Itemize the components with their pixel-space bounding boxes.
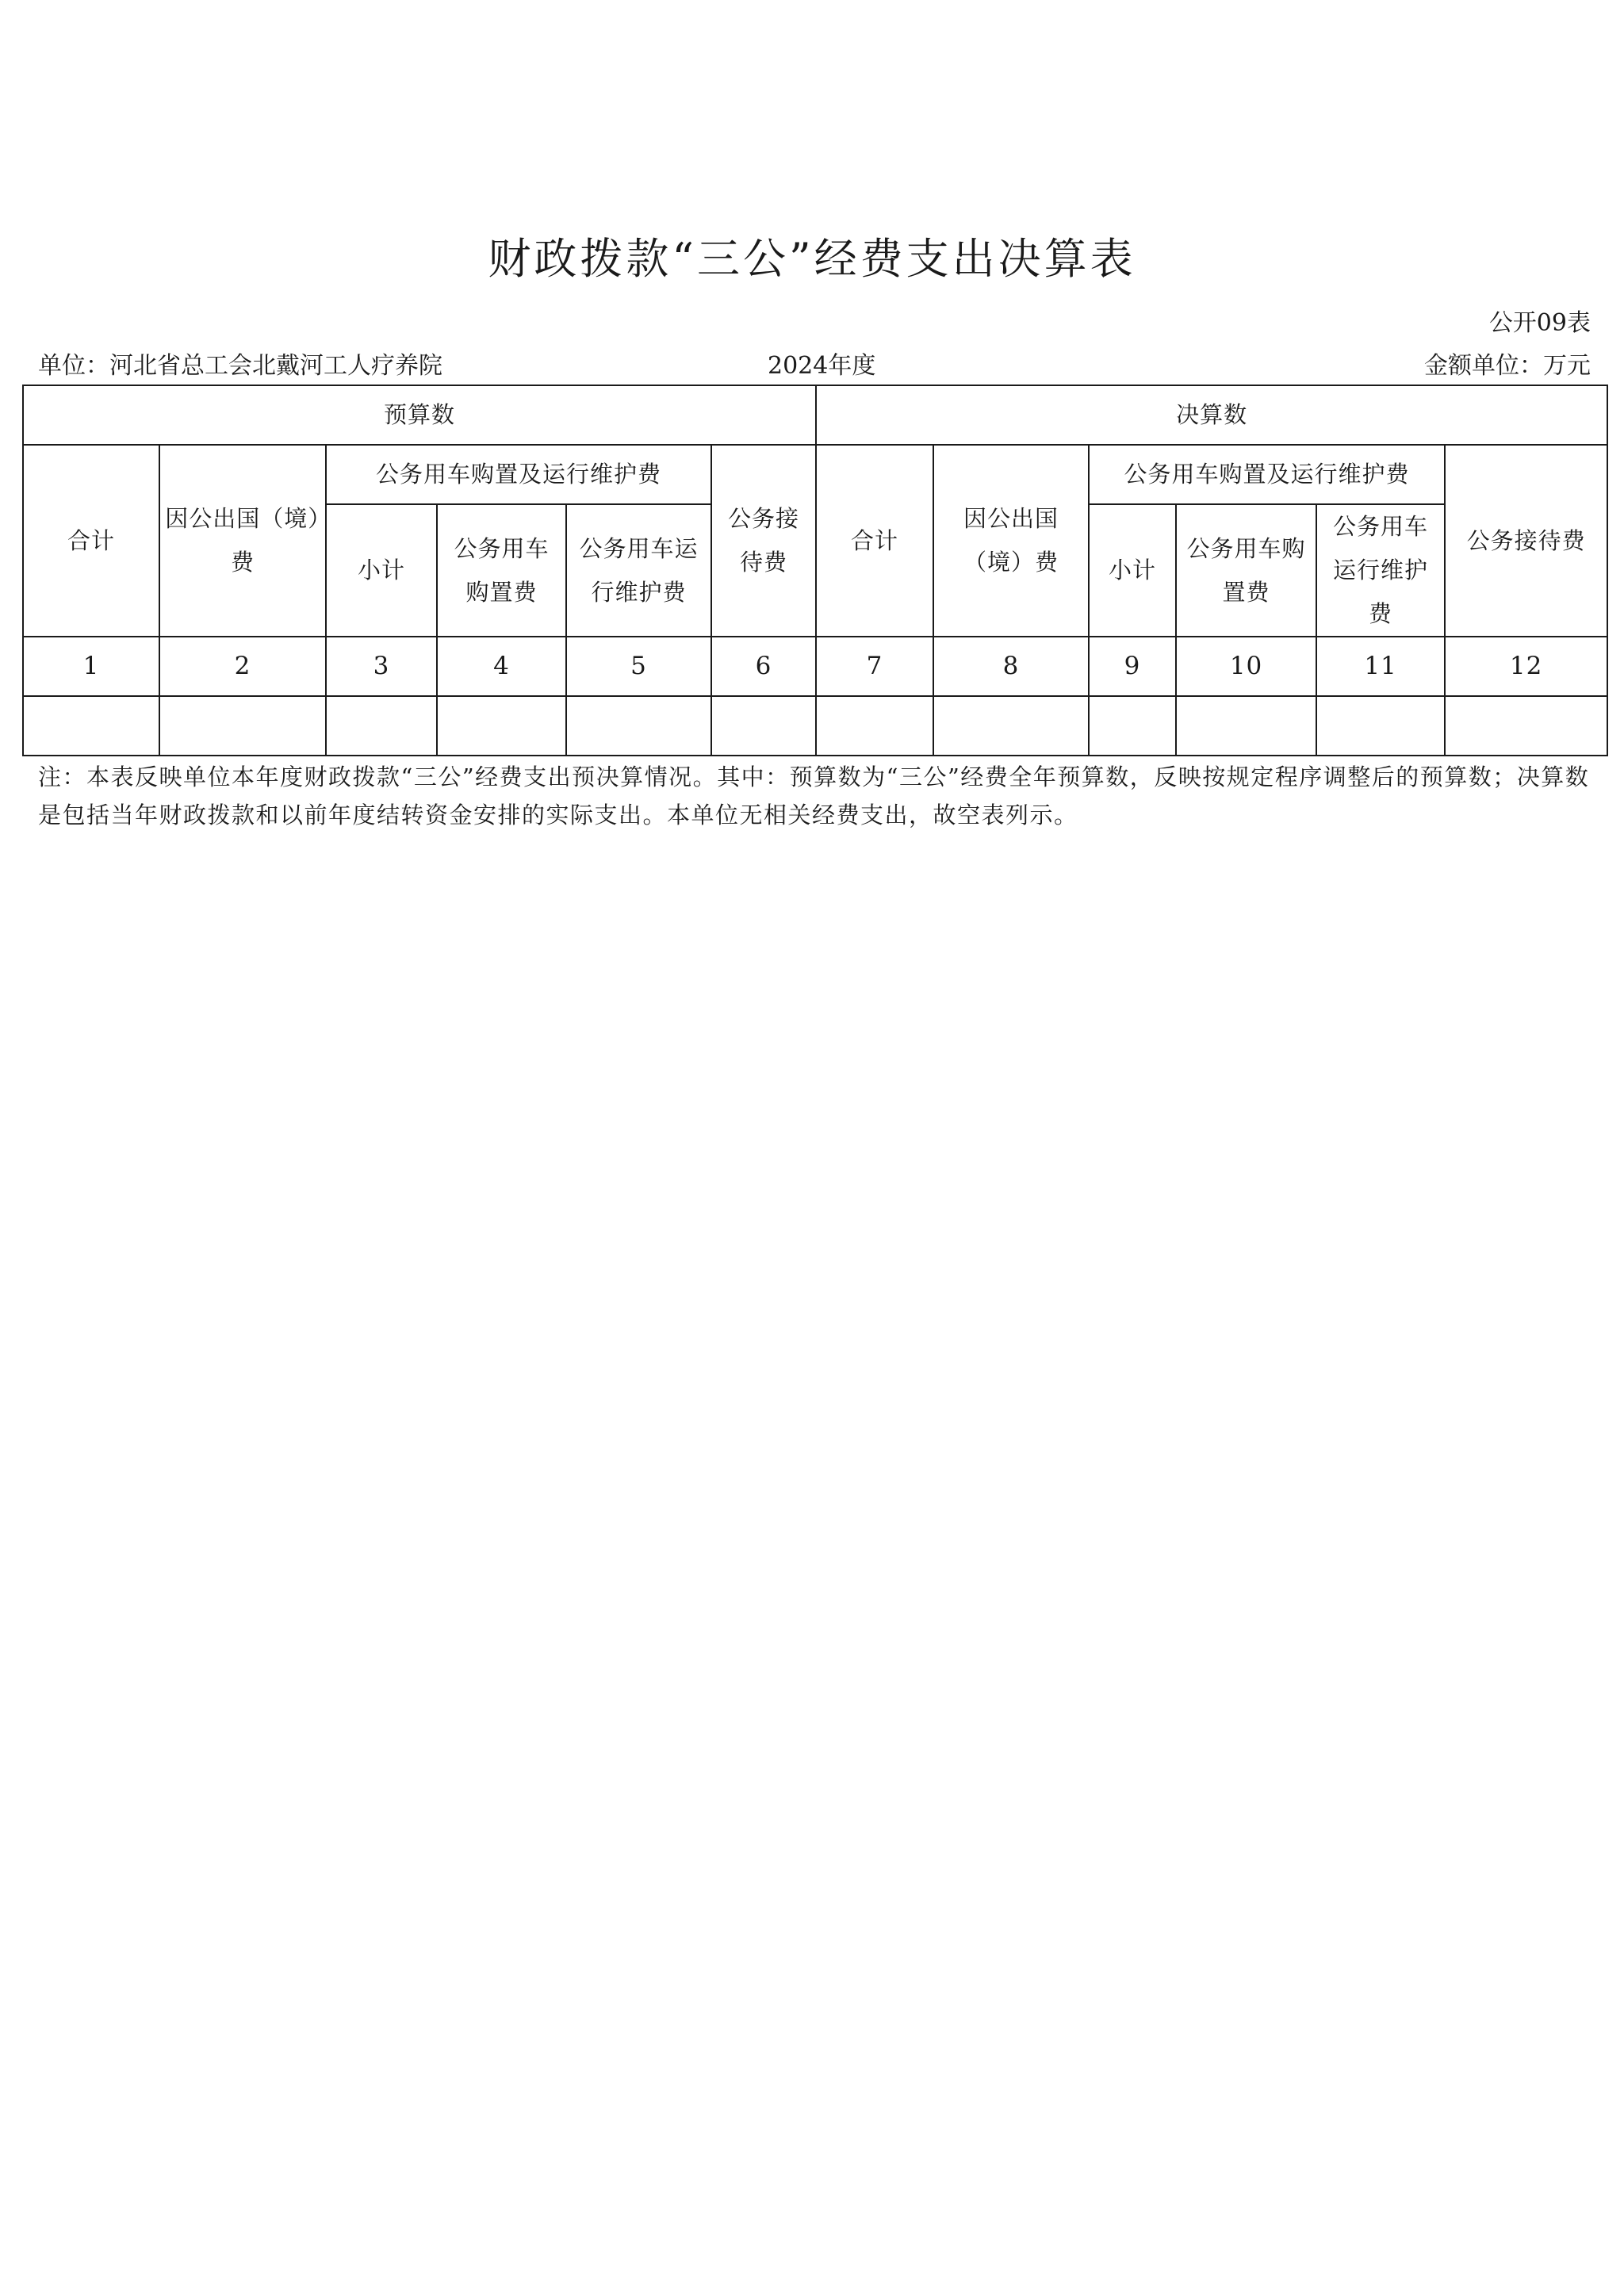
data-cell bbox=[437, 696, 566, 756]
data-row bbox=[23, 696, 1607, 756]
header-final: 决算数 bbox=[816, 385, 1607, 445]
column-number: 9 bbox=[1089, 637, 1176, 696]
form-code: 公开09表 bbox=[1488, 309, 1591, 337]
header-budget-vehicle-group: 公务用车购置及运行维护费 bbox=[326, 445, 711, 504]
data-cell bbox=[711, 696, 816, 756]
header-budget: 预算数 bbox=[23, 385, 816, 445]
column-number: 12 bbox=[1445, 637, 1607, 696]
expenditure-table bbox=[22, 385, 1608, 756]
header-final-subtotal: 小计 bbox=[1089, 504, 1176, 637]
column-number-row bbox=[23, 637, 1607, 696]
data-cell bbox=[1445, 696, 1607, 756]
header-final-total: 合计 bbox=[816, 445, 933, 637]
column-number: 2 bbox=[159, 637, 326, 696]
header-final-overseas: 因公出国（境）费 bbox=[933, 445, 1089, 637]
data-cell bbox=[326, 696, 437, 756]
meta-row bbox=[38, 346, 1591, 380]
data-cell bbox=[1089, 696, 1176, 756]
header-final-vehicle-purchase: 公务用车购置费 bbox=[1176, 504, 1316, 637]
column-number: 6 bbox=[711, 637, 816, 696]
column-number: 8 bbox=[933, 637, 1089, 696]
header-final-reception: 公务接待费 bbox=[1445, 445, 1607, 637]
header-budget-subtotal: 小计 bbox=[326, 504, 437, 637]
header-budget-vehicle-purchase: 公务用车购置费 bbox=[437, 504, 566, 637]
column-number: 4 bbox=[437, 637, 566, 696]
amount-unit-label: 金额单位：万元 bbox=[1424, 352, 1591, 380]
data-cell bbox=[1316, 696, 1445, 756]
header-budget-reception: 公务接待费 bbox=[711, 445, 816, 637]
unit-label: 单位：河北省总工会北戴河工人疗养院 bbox=[38, 352, 442, 380]
data-cell bbox=[159, 696, 326, 756]
header-budget-vehicle-operation: 公务用车运行维护费 bbox=[566, 504, 711, 637]
header-budget-total: 合计 bbox=[23, 445, 159, 637]
column-number: 3 bbox=[326, 637, 437, 696]
header-final-vehicle-group: 公务用车购置及运行维护费 bbox=[1089, 445, 1445, 504]
header-budget-overseas: 因公出国（境）费 bbox=[159, 445, 326, 637]
column-number: 10 bbox=[1176, 637, 1316, 696]
data-cell bbox=[1176, 696, 1316, 756]
table-note: 注：本表反映单位本年度财政拨款“三公”经费支出预决算情况。其中：预算数为“三公”经费全年预算数，反映按规定程序调整后的预算数；决算数是包括当年财政拨款和以前年度结转资金安排的实际支出。本单位无相关经费支出，故空表列示。 bbox=[38, 763, 1590, 828]
header-final-vehicle-operation: 公务用车运行维护费 bbox=[1316, 504, 1445, 637]
data-cell bbox=[566, 696, 711, 756]
column-number: 7 bbox=[816, 637, 933, 696]
column-number: 11 bbox=[1316, 637, 1445, 696]
data-cell bbox=[933, 696, 1089, 756]
header-row-categories bbox=[23, 445, 1607, 504]
data-cell bbox=[816, 696, 933, 756]
column-number: 5 bbox=[566, 637, 711, 696]
header-row-groups bbox=[23, 385, 1607, 445]
page-title: 财政拨款“三公”经费支出决算表 bbox=[488, 234, 1136, 284]
year-label: 2024年度 bbox=[768, 352, 876, 380]
column-number: 1 bbox=[23, 637, 159, 696]
data-cell bbox=[23, 696, 159, 756]
